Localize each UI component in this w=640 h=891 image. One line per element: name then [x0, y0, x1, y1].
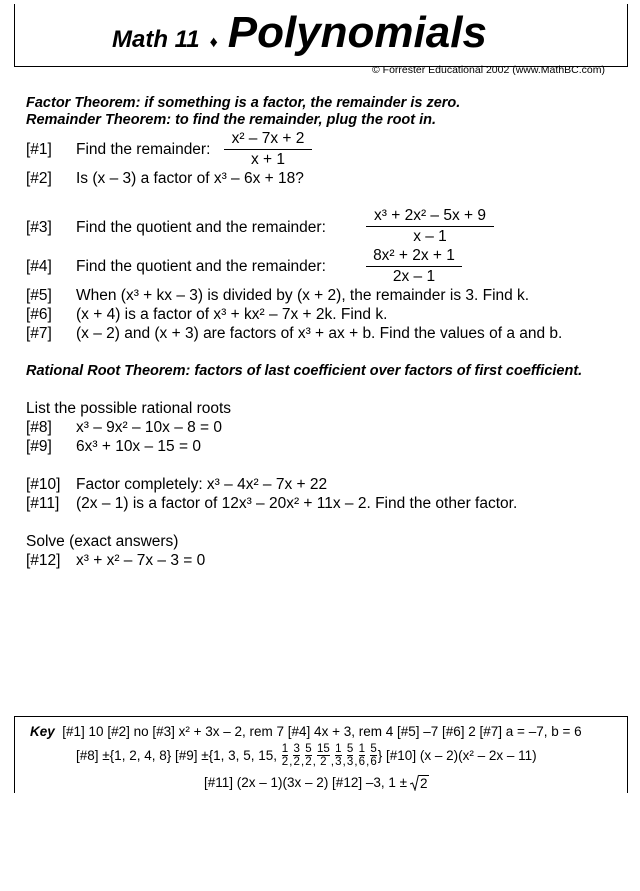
fraction-numerator: 8x² + 2x + 1: [373, 247, 455, 264]
comma-separator: ,: [300, 753, 305, 768]
answer-key-line: [76, 743, 537, 768]
problem-number: [#1]: [26, 141, 52, 158]
problem-number: [#3]: [26, 219, 52, 236]
comma-separator: ,: [312, 753, 316, 768]
page-title: [112, 8, 487, 60]
fraction-bar: [366, 266, 462, 267]
comma-separator: ,: [289, 753, 293, 768]
answer-key-line: [204, 774, 429, 791]
fraction-numerator: x³ + 2x² – 5x + 9: [374, 207, 486, 224]
fraction-expression: [366, 207, 494, 246]
section-heading: Solve (exact answers): [26, 533, 179, 550]
key-fraction-denominator: 6: [370, 756, 377, 768]
comma-separator: ,: [366, 753, 370, 768]
problem-text: Find the remainder:: [76, 141, 211, 158]
problem-text: (2x – 1) is a factor of 12x³ – 20x² + 11x – 2. Find the other factor.: [76, 495, 518, 512]
problem-text: Find the quotient and the remainder:: [76, 258, 326, 275]
problem-text: Find the quotient and the remainder:: [76, 219, 326, 236]
answer-key-text: [#11] (2x – 1)(3x – 2) [#12] –3, 1 ±: [204, 775, 408, 790]
fraction-denominator: x – 1: [413, 228, 447, 245]
problem-number: [#10]: [26, 476, 61, 493]
problem-number: [#5]: [26, 287, 52, 304]
fraction-bar: [224, 149, 312, 150]
comma-separator: ,: [330, 753, 335, 768]
problem-number: [#11]: [26, 495, 60, 512]
answer-key-line: [30, 724, 582, 739]
key-fraction-numerator: 5: [305, 743, 312, 755]
key-fraction: [335, 743, 341, 768]
problem-number: [#8]: [26, 419, 52, 436]
radical-sign-icon: [410, 774, 419, 791]
problem-number: [#7]: [26, 325, 52, 342]
sqrt-argument: 2: [420, 776, 428, 791]
problem-number: [#9]: [26, 438, 52, 455]
key-fraction: [370, 743, 376, 768]
problem-text: When (x³ + kx – 3) is divided by (x + 2), the remainder is 3. Find k.: [76, 287, 530, 304]
key-fraction: [347, 743, 353, 768]
key-fraction-denominator: 2: [317, 755, 330, 768]
fraction-list: [281, 743, 378, 768]
comma-separator: ,: [342, 753, 346, 768]
problem-text: (x – 2) and (x + 3) are factors of x³ + ax + b. Find the values of a and b.: [76, 325, 563, 342]
fraction-denominator: 2x – 1: [392, 268, 436, 285]
key-fraction-denominator: 3: [346, 756, 354, 768]
key-fraction-numerator: 1: [358, 743, 366, 755]
problem-text: x³ – 9x² – 10x – 8 = 0: [76, 419, 223, 436]
key-fraction: [282, 743, 288, 768]
problem-number: [#12]: [26, 552, 61, 569]
key-fraction: [359, 743, 365, 768]
answer-key-text: [#8] ±{1, 2, 4, 8} [#9] ±{1, 3, 5, 15,: [76, 748, 277, 763]
key-fraction-numerator: 3: [293, 743, 300, 755]
answer-key-text: [#1] 10 [#2] no [#3] x² + 3x – 2, rem 7 [#4] 4x + 3, rem 4 [#5] –7 [#6] 2 [#7] a = –7, b = 6: [62, 724, 582, 739]
key-fraction-denominator: 2: [281, 756, 289, 768]
fraction-expression: [366, 247, 462, 286]
problem-number: [#6]: [26, 306, 52, 323]
problem-number: [#4]: [26, 258, 52, 275]
problem-number: [#2]: [26, 170, 52, 187]
key-fraction-numerator: 5: [370, 743, 377, 755]
fraction-expression: [224, 130, 312, 169]
course-label: Math 11: [112, 26, 200, 53]
problem-text: Factor completely: x³ – 4x² – 7x + 22: [76, 476, 328, 493]
problem-text: x³ + x² – 7x – 3 = 0: [76, 552, 206, 569]
comma-separator: ,: [354, 753, 358, 768]
answer-key-text: } [#10] (x – 2)(x² – 2x – 11): [377, 748, 537, 763]
key-fraction-denominator: 2: [305, 756, 312, 768]
problem-text: (x + 4) is a factor of x³ + kx² – 7x + 2k. Find k.: [76, 306, 388, 323]
fraction-bar: [366, 226, 494, 227]
key-fraction-numerator: 1: [281, 743, 289, 755]
square-root-icon: [410, 774, 429, 791]
remainder-theorem: Remainder Theorem: to find the remainder, plug the root in.: [26, 112, 437, 128]
key-fraction-denominator: 2: [293, 756, 300, 768]
key-fraction: [293, 743, 299, 768]
section-heading: List the possible rational roots: [26, 400, 232, 417]
fraction-numerator: x² – 7x + 2: [231, 130, 305, 147]
fraction-denominator: x + 1: [250, 151, 286, 168]
key-fraction-numerator: 15: [316, 743, 330, 755]
key-fraction-denominator: 6: [358, 756, 366, 768]
diamond-separator-icon: ♦: [209, 34, 218, 51]
answer-key-label: Key: [30, 724, 55, 739]
key-fraction: [317, 743, 330, 768]
rational-root-theorem: Rational Root Theorem: factors of last coefficient over factors of first coefficient.: [26, 363, 583, 379]
factor-theorem: Factor Theorem: if something is a factor, the remainder is zero.: [26, 95, 461, 111]
key-fraction: [305, 743, 311, 768]
key-fraction-denominator: 3: [335, 756, 342, 768]
key-fraction-numerator: 1: [335, 743, 342, 755]
topic-title: Polynomials: [227, 8, 487, 57]
problem-text: 6x³ + 10x – 15 = 0: [76, 438, 201, 455]
problem-text: Is (x – 3) a factor of x³ – 6x + 18?: [76, 170, 304, 187]
copyright-notice: © Forrester Educational 2002 (www.MathBC.com): [372, 64, 605, 76]
key-fraction-numerator: 5: [346, 743, 354, 755]
